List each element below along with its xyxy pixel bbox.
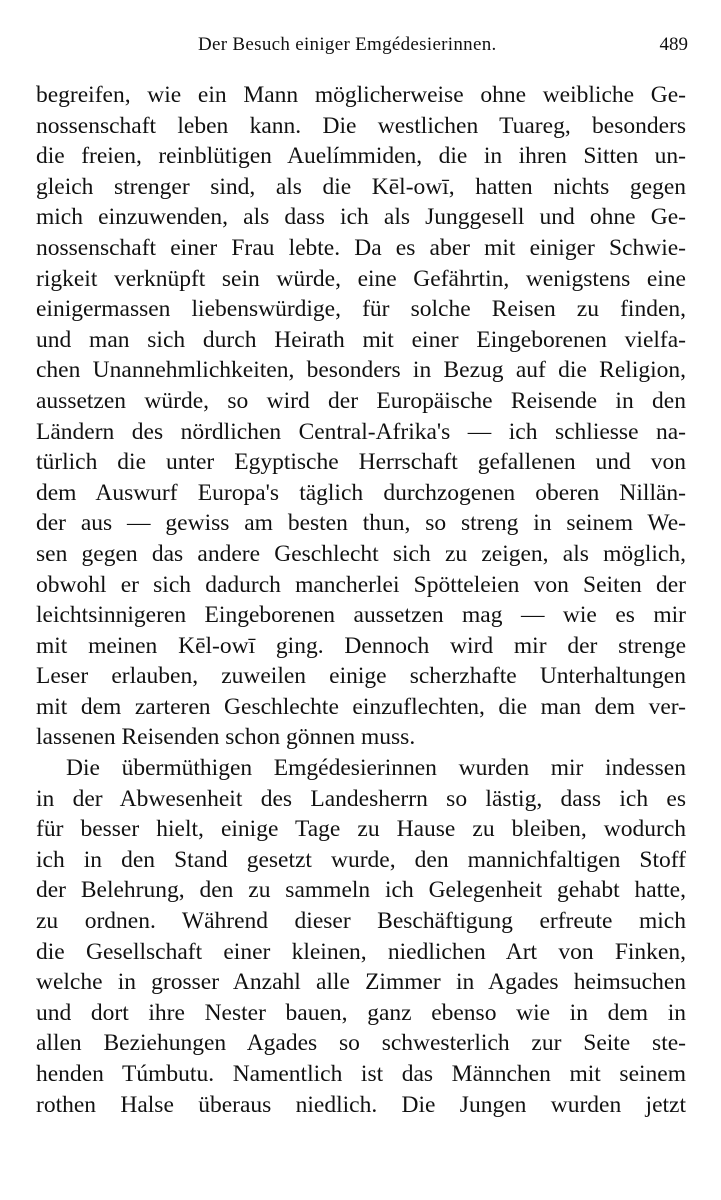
text-line: die Gesellschaft einer kleinen, niedlichen Art von Finken, xyxy=(36,938,686,965)
text-line: nossenschaft leben kann. Die westlichen Tuareg, besonders xyxy=(36,112,686,139)
body-text xyxy=(36,80,686,1120)
text-line: welche in grosser Anzahl alle Zimmer in Agades heimsuchen xyxy=(36,969,686,996)
page-header xyxy=(38,34,688,62)
text-line: begreifen, wie ein Mann möglicherweise ohne weibliche Ge- xyxy=(36,82,686,108)
text-line: sen gegen das andere Geschlecht sich zu zeigen, als möglich, xyxy=(36,540,686,567)
text-line: und man sich durch Heirath mit einer Eingeborenen vielfa- xyxy=(36,326,686,353)
text-line: der aus — gewiss am besten thun, so streng in seinem We- xyxy=(36,510,686,537)
text-line: Ländern des nördlichen Central-Afrika's — ich schliesse na- xyxy=(36,418,686,445)
text-line: einigermassen liebenswürdige, für solche Reisen zu finden, xyxy=(36,296,686,323)
text-line: mich einzuwenden, als dass ich als Junggesell und ohne Ge- xyxy=(36,204,686,231)
text-line: obwohl er sich dadurch mancherlei Spötteleien von Seiten der xyxy=(36,571,686,598)
text-line: dem Auswurf Europa's täglich durchzogenen oberen Nillän- xyxy=(36,479,686,506)
text-line: rothen Halse überaus niedlich. Die Jungen wurden jetzt xyxy=(36,1091,686,1118)
text-line: aussetzen würde, so wird der Europäische Reisende in den xyxy=(36,387,686,414)
text-line: die freien, reinblütigen Auelímmiden, die in ihren Sitten un- xyxy=(36,143,686,170)
text-line: für besser hielt, einige Tage zu Hause zu bleiben, wodurch xyxy=(36,816,686,843)
text-line: in der Abwesenheit des Landesherrn so lästig, dass ich es xyxy=(36,785,686,812)
text-line: henden Túmbutu. Namentlich ist das Männchen mit seinem xyxy=(36,1061,686,1087)
text-line: leichtsinnigeren Eingeborenen aussetzen mag — wie es mir xyxy=(36,602,686,629)
text-line: gleich strenger sind, als die Kēl-owī, hatten nichts gegen xyxy=(36,173,686,200)
text-line: Leser erlauben, zuweilen einige scherzhafte Unterhaltungen xyxy=(36,663,686,690)
page-number: 489 xyxy=(659,34,688,55)
text-line: der Belehrung, den zu sammeln ich Gelegenheit gehabt hatte, xyxy=(36,877,686,904)
text-line: chen Unannehmlichkeiten, besonders in Bezug auf die Religion, xyxy=(36,357,686,384)
paragraph-end-line: lassenen Reisenden schon gönnen muss. xyxy=(36,724,416,751)
text-line: rigkeit verknüpft sein würde, eine Gefährtin, wenigstens eine xyxy=(36,265,686,292)
running-title: Der Besuch einiger Emgédesierinnen. xyxy=(198,34,497,55)
text-line: und dort ihre Nester bauen, ganz ebenso wie in dem in xyxy=(36,999,686,1026)
text-line: zu ordnen. Während dieser Beschäftigung erfreute mich xyxy=(36,908,686,935)
text-line: allen Beziehungen Agades so schwesterlich zur Seite ste- xyxy=(36,1030,686,1057)
text-line: nossenschaft einer Frau lebte. Da es aber mit einiger Schwie- xyxy=(36,234,686,261)
text-line: mit meinen Kēl-owī ging. Dennoch wird mir der strenge xyxy=(36,632,686,659)
text-line: mit dem zarteren Geschlechte einzuflechten, die man dem ver- xyxy=(36,693,686,720)
paragraph-start-line: Die übermüthigen Emgédesierinnen wurden mir indessen xyxy=(66,755,686,782)
text-line: ich in den Stand gesetzt wurde, den mannichfaltigen Stoff xyxy=(36,846,686,873)
text-line: türlich die unter Egyptische Herrschaft gefallenen und von xyxy=(36,449,686,476)
